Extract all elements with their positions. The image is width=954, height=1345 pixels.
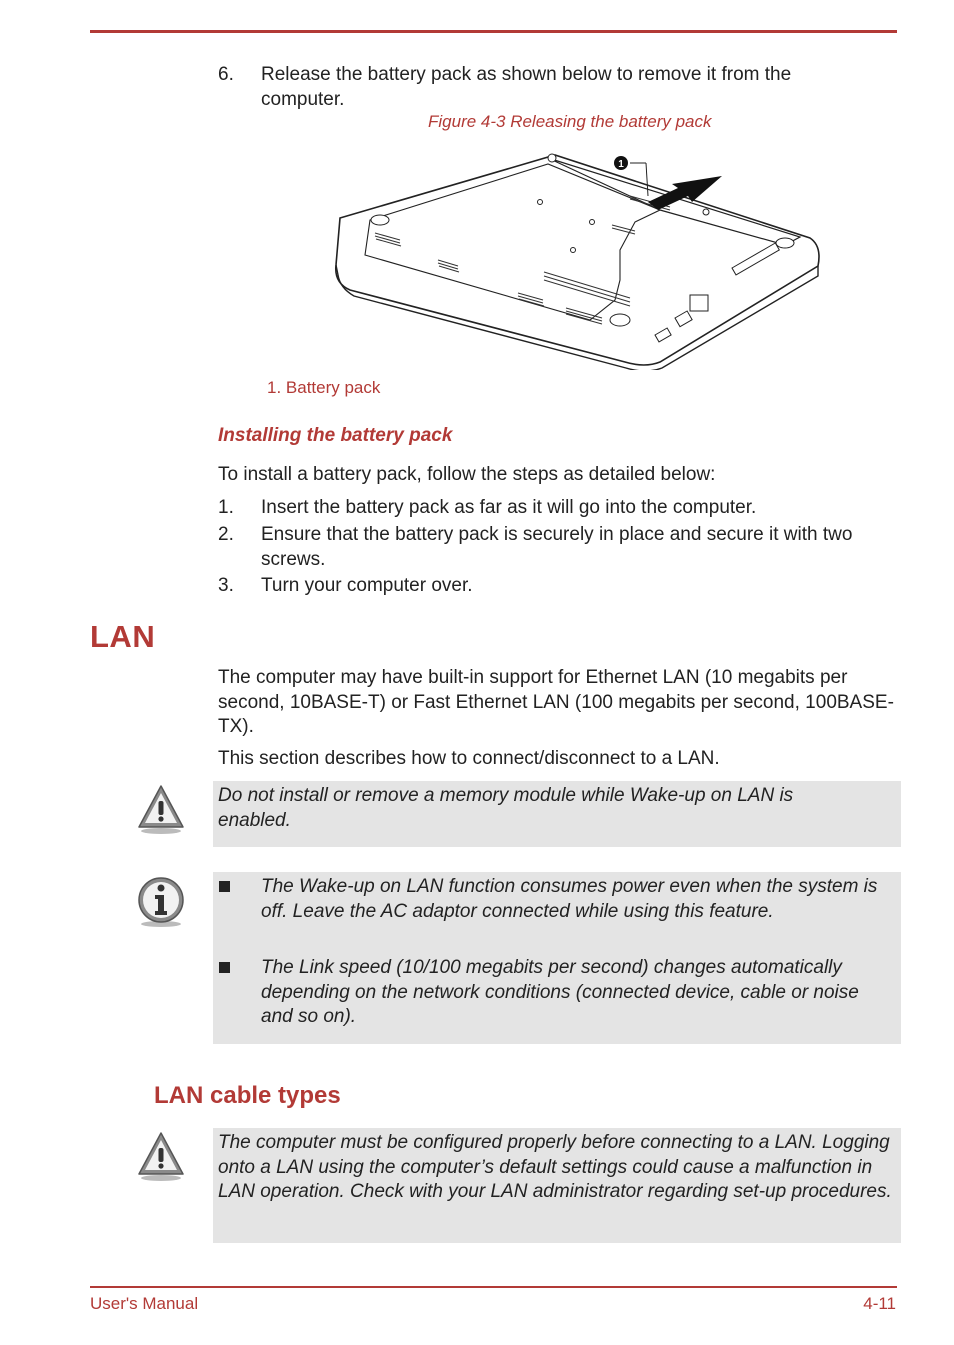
installing-heading: Installing the battery pack [218,425,453,446]
installing-intro: To install a battery pack, follow the steps as detailed below: [218,464,716,485]
step-2-text: Ensure that the battery pack is securely in place and secure it with two screws. [261,524,853,570]
header-rule [90,30,897,33]
step-2-number: 2. [218,524,234,545]
step-3-number: 3. [218,575,234,596]
figure-caption: Figure 4-3 Releasing the battery pack [428,112,712,131]
laptop-battery-illustration [330,140,830,370]
lan-paragraph-1: The computer may have built-in support for Ethernet LAN (10 megabits per second, 10BASE-T) or Fast Ethernet LAN (100 megabits per second, 100BASE-TX). [218,667,894,737]
footer-rule [90,1286,897,1288]
caution-text-lan-config: The computer must be configured properly before connecting to a LAN. Logging onto a LAN using the computer’s default settings could cause a malfunction in LAN operation. Check with your LAN administrator regarding set-up procedures. [218,1132,892,1202]
footer-page-number: 4-11 [863,1294,896,1313]
figure-legend: 1. Battery pack [267,378,381,397]
info-icon [136,876,186,928]
step-1-text: Insert the battery pack as far as it will go into the computer. [261,497,757,518]
lan-heading: LAN [90,619,156,654]
step-1-number: 1. [218,497,234,518]
step-3-text: Turn your computer over. [261,575,473,596]
footer-title: User's Manual [90,1294,199,1313]
info-bullet-2: The Link speed (10/100 megabits per second) changes automatically depending on the network conditions (connected device, cable or noise and so on). [261,957,859,1027]
step-6-number: 6. [218,64,234,85]
callout-number: 1 [618,159,624,170]
bullet-square [219,881,230,892]
bullet-square [219,962,230,973]
caution-icon [136,783,186,835]
lan-paragraph-2: This section describes how to connect/disconnect to a LAN. [218,748,720,769]
step-6-text: Release the battery pack as shown below to remove it from the computer. [261,64,792,110]
lan-cable-heading: LAN cable types [154,1082,341,1109]
info-bullet-1: The Wake-up on LAN function consumes power even when the system is off. Leave the AC adaptor connected while using this feature. [261,876,878,922]
caution-icon [136,1130,186,1182]
caution-text-memory: Do not install or remove a memory module while Wake-up on LAN is enabled. [218,785,794,831]
